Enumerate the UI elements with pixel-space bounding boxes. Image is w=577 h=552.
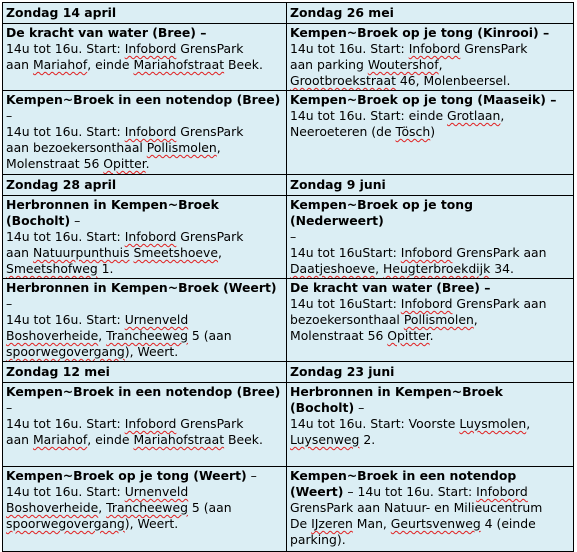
event-time-line: 14u tot 16u. Start: Infobord GrensPark <box>290 41 528 56</box>
event-address-line: Neeroeteren (de Tösch) <box>290 124 436 139</box>
event-cell-left <box>3 24 287 91</box>
event-cell-left <box>3 467 287 552</box>
date-header-row <box>3 362 574 383</box>
event-address-line: Molenstraat 56 Opitter. <box>6 156 150 171</box>
event-address-line: Boshoverheide, Trancheeweg 5 (aan <box>6 328 232 343</box>
date-header-right: Zondag 26 mei <box>287 3 574 24</box>
event-address-line: parking). <box>290 532 346 547</box>
event-title: Kempen~Broek in een notendop (Bree) <box>6 384 281 399</box>
event-address-line: Molenstraat 56 Opitter. <box>290 328 434 343</box>
event-title: Herbronnen in Kempen~Broek (Weert) <box>6 280 277 295</box>
event-address-line: aan parking Woutershof, <box>290 57 443 72</box>
event-row <box>3 24 574 91</box>
event-row <box>3 467 574 552</box>
event-time-line: 14u tot 16u. Start: Infobord GrensPark <box>6 124 244 139</box>
date-header-left: Zondag 12 mei <box>3 362 287 383</box>
event-cell-left <box>3 383 287 467</box>
event-dash: – <box>290 229 297 244</box>
event-title: Kempen~Broek in een notendop <box>290 468 517 483</box>
event-cell-right <box>287 91 574 175</box>
event-address-line: spoorwegovergang), Weert. <box>6 344 179 359</box>
event-title: Kempen~Broek op je tong (Kinrooi) – <box>290 25 550 40</box>
date-header-right: Zondag 23 juni <box>287 362 574 383</box>
event-address-line: aan Mariahof, einde Mariahofstraat Beek. <box>6 57 263 72</box>
event-address-line: De IJzeren Man, Geurtsvenweg 4 (einde <box>290 516 536 531</box>
event-cell-left <box>3 279 287 362</box>
event-time-line: 14u tot 16uStart: Infobord GrensPark aan <box>290 245 547 260</box>
event-title: Herbronnen in Kempen~Broek <box>290 384 503 399</box>
event-address-line: aan bezoekersonthaal Pollismolen, <box>6 140 221 155</box>
event-title: Herbronnen in Kempen~Broek <box>6 197 219 212</box>
event-time-line: 14u tot 16uStart: Infobord GrensPark aan <box>290 296 547 311</box>
event-time-line: 14u tot 16u. Start: einde Grotlaan, <box>290 108 505 123</box>
event-time-line: 14u tot 16u. Start: Urnenveld <box>6 312 189 327</box>
event-cell-right <box>287 467 574 552</box>
event-row <box>3 196 574 279</box>
event-cell-left <box>3 91 287 175</box>
event-time-line: 14u tot 16u. Start: Urnenveld <box>6 484 189 499</box>
event-title-line: (Weert) – 14u tot 16u. Start: Infobord <box>290 484 528 499</box>
event-cell-right <box>287 196 574 279</box>
date-header-left: Zondag 28 april <box>3 175 287 196</box>
event-dash: – <box>6 108 13 123</box>
event-address-line: Boshoverheide, Trancheeweg 5 (aan <box>6 500 232 515</box>
event-address-line: aan Mariahof, einde Mariahofstraat Beek. <box>6 432 263 447</box>
event-dash: – <box>6 296 13 311</box>
event-title-line: (Bocholt) – <box>290 400 365 415</box>
event-title-line: Kempen~Broek op je tong (Weert) – <box>6 468 257 483</box>
date-header-left: Zondag 14 april <box>3 3 287 24</box>
event-cell-right <box>287 383 574 467</box>
event-time-line: 14u tot 16u. Start: Infobord GrensPark <box>6 41 244 56</box>
event-address-line: bezoekersonthaal Pollismolen, <box>290 312 478 327</box>
event-title: De kracht van water (Bree) – <box>290 280 491 295</box>
event-title: Kempen~Broek op je tong (Nederweert) <box>290 197 473 228</box>
event-address-line: GrensPark aan Natuur- en Milieucentrum <box>290 500 543 515</box>
events-table <box>2 2 574 552</box>
event-row <box>3 91 574 175</box>
event-title: Kempen~Broek in een notendop (Bree) <box>6 92 281 107</box>
event-cell-right <box>287 24 574 91</box>
event-address-line: spoorwegovergang), Weert. <box>6 516 179 531</box>
event-title: Kempen~Broek op je tong (Maaseik) – <box>290 92 557 107</box>
date-header-row <box>3 175 574 196</box>
event-row <box>3 279 574 362</box>
date-header-row <box>3 3 574 24</box>
event-row <box>3 383 574 467</box>
event-address-line: Smeetshofweg 1. <box>6 261 114 276</box>
event-time-line: 14u tot 16u. Start: Infobord GrensPark <box>6 416 244 431</box>
event-address-line: aan Natuurpunthuis Smeetshoeve, <box>6 245 222 260</box>
event-cell-right <box>287 279 574 362</box>
event-dash: – <box>6 400 13 415</box>
event-address-line: Luysenweg 2. <box>290 432 376 447</box>
event-time-line: 14u tot 16u. Start: Infobord GrensPark <box>6 229 244 244</box>
event-title: De kracht van water (Bree) – <box>6 25 207 40</box>
event-cell-left <box>3 196 287 279</box>
date-header-right: Zondag 9 juni <box>287 175 574 196</box>
events-schedule <box>2 2 573 552</box>
event-address-line: Daatjeshoeve, Heugterbroekdijk 34. <box>290 261 514 276</box>
event-time-line: 14u tot 16u. Start: Voorste Luysmolen, <box>290 416 531 431</box>
event-title-line: (Bocholt) – <box>6 213 81 228</box>
event-address-line: Grootbroekstraat 46, Molenbeersel. <box>290 73 511 88</box>
